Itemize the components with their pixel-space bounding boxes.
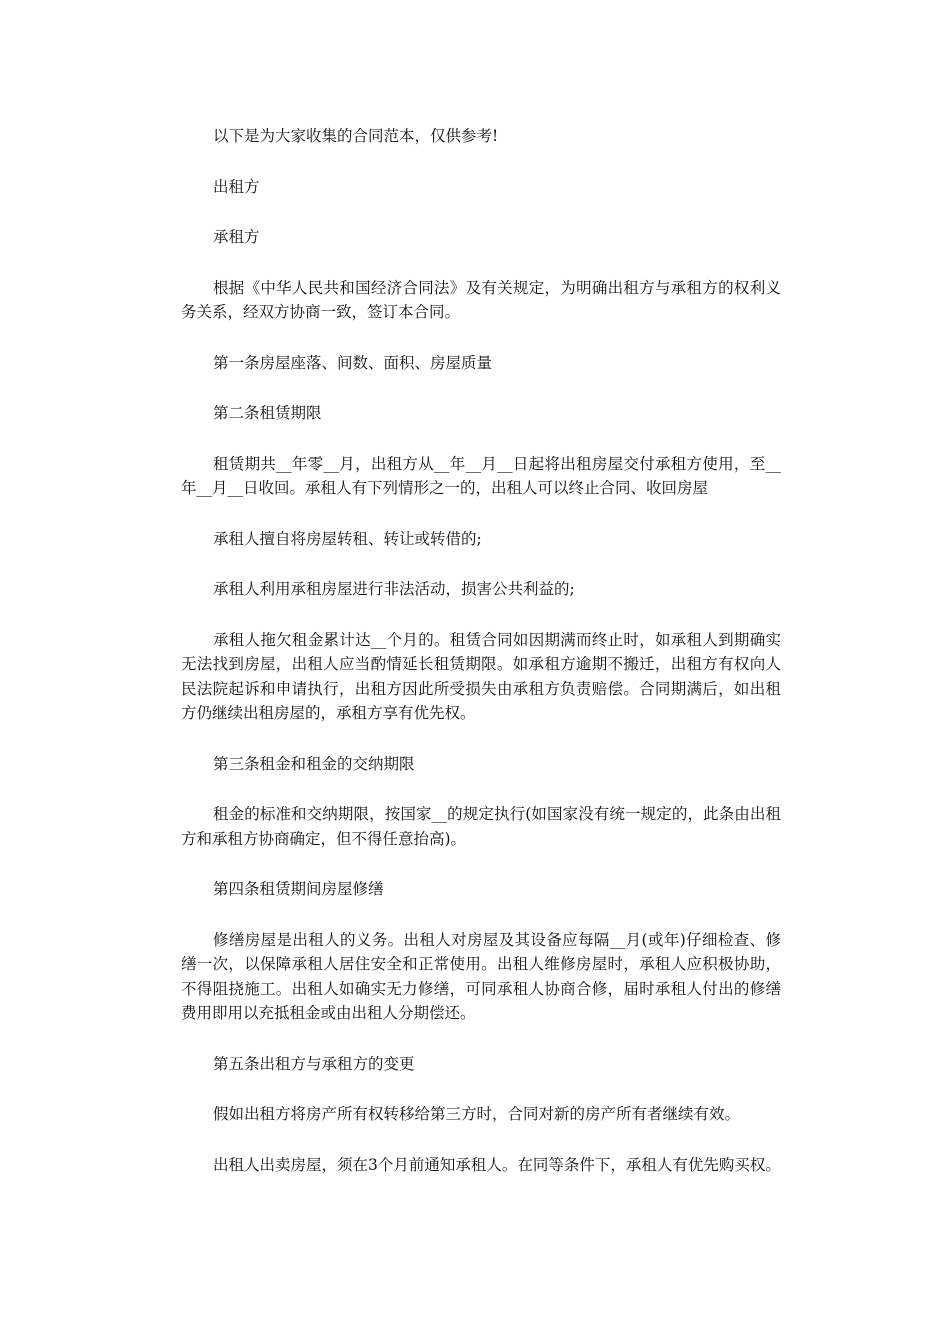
article-1-heading: 第一条房屋座落、间数、面积、房屋质量	[213, 353, 493, 372]
article-5-heading: 第五条出租方与承租方的变更	[213, 1054, 415, 1073]
termination-clause-3: 承租人拖欠租金累计达__个月的。租赁合同如因期满而终止时，如承租人到期确实无法找到房屋，出租人应当酌情延长租赁期限。如承租方逾期不搬迁，出租方有权向人民法院起诉和申请执行，出租方因此所受损失由承租方负责赔偿。合同期满后，如出租方仍继续出租房屋的，承租方享有优先权。	[181, 630, 781, 722]
lessee-label: 承租方	[213, 228, 260, 246]
ownership-transfer-paragraph: 假如出租方将房产所有权转移给第三方时，合同对新的房产所有者继续有效。	[213, 1105, 741, 1123]
rent-paragraph: 租金的标准和交纳期限，按国家__的规定执行(如国家没有统一规定的，此条由出租方和承租方协商确定，但不得任意抬高)。	[181, 805, 781, 848]
intro-note: 以下是为大家收集的合同范本，仅供参考!	[213, 127, 499, 145]
article-3-heading: 第三条租金和租金的交纳期限	[213, 754, 415, 773]
article-2-heading: 第二条租赁期限	[213, 404, 322, 422]
sale-notice-paragraph: 出租人出卖房屋，须在3个月前通知承租人。在同等条件下，承租人有优先购买权。	[213, 1155, 781, 1174]
repair-paragraph: 修缮房屋是出租人的义务。出租人对房屋及其设备应每隔__月(或年)仔细检查、修缮一次，以保障承租人居住安全和正常使用。出租人维修房屋时，承租人应积极协助，不得阻挠施工。出租人如确实无力修缮，可同承租人协商合修，届时承租人付出的修缮费用即用以充抵租金或由出租人分期偿还。	[181, 930, 781, 1022]
article-4-heading: 第四条租赁期间房屋修缮	[213, 880, 384, 898]
preamble-paragraph: 根据《中华人民共和国经济合同法》及有关规定，为明确出租方与承租方的权利义务关系，经双方协商一致，签订本合同。	[181, 278, 781, 321]
lessor-label: 出租方	[213, 177, 260, 196]
document-body	[181, 124, 781, 1203]
termination-clause-2: 承租人利用承租房屋进行非法活动，损害公共利益的;	[213, 580, 575, 598]
lease-term-paragraph: 租赁期共__年零__月，出租方从__年__月__日起将出租房屋交付承租方使用，至__年__月__日收回。承租人有下列情形之一的，出租人可以终止合同、收回房屋	[181, 454, 781, 497]
termination-clause-1: 承租人擅自将房屋转租、转让或转借的;	[213, 529, 482, 548]
